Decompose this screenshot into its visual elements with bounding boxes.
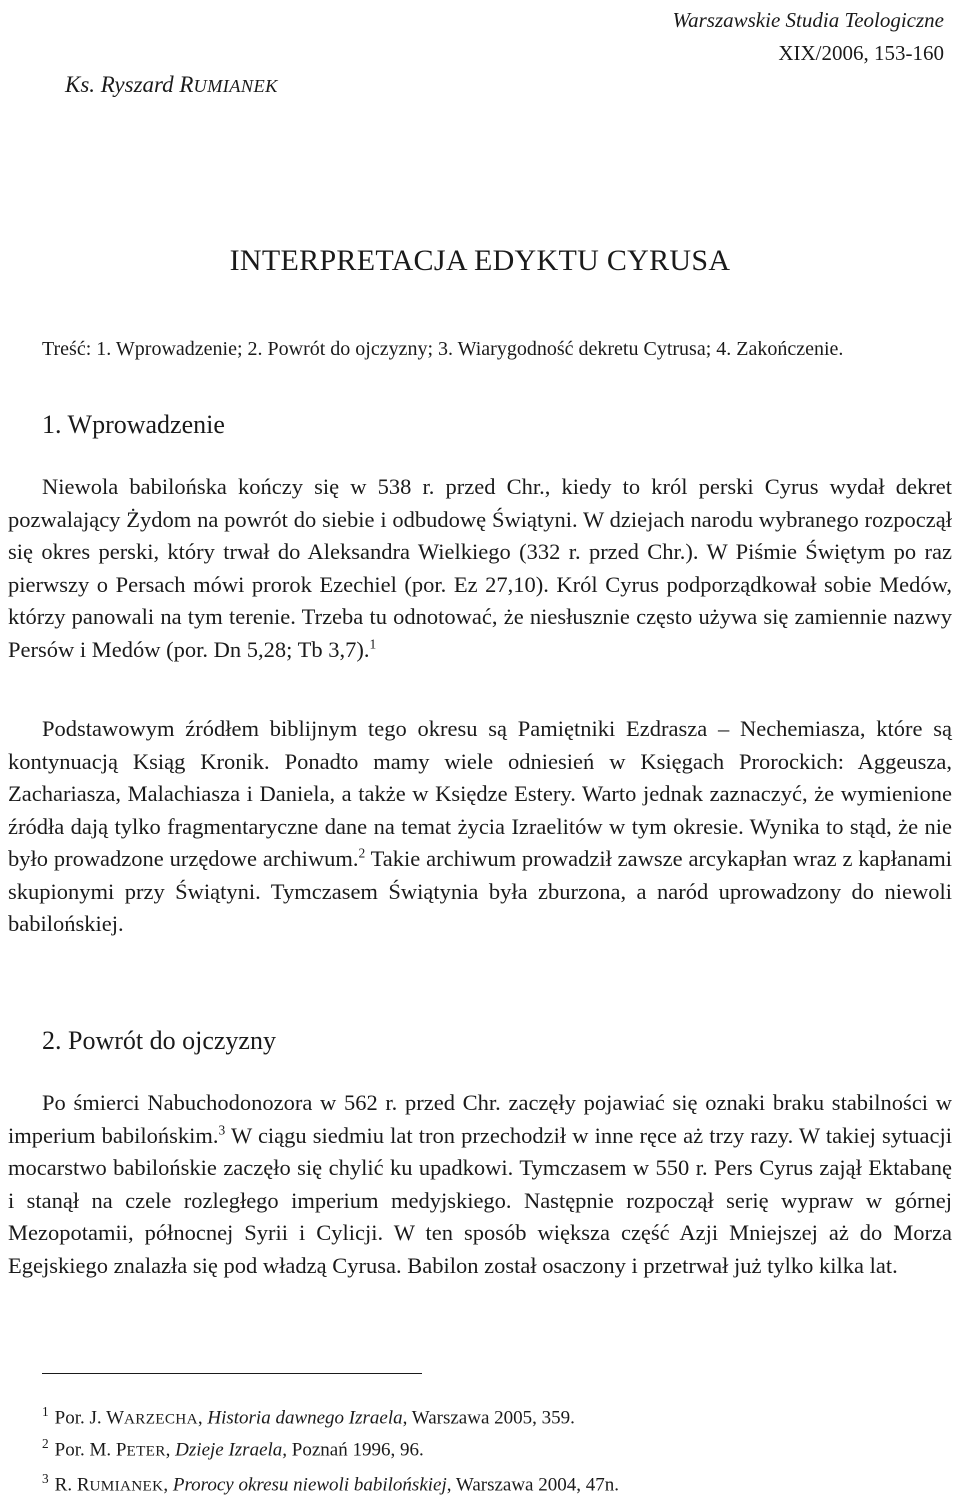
footnote-1	[42, 1400, 575, 1431]
footnote-text: , Warszawa 2005, 359.	[402, 1407, 575, 1429]
paragraph-intro-2	[8, 713, 952, 941]
footnote-text: ,	[165, 1439, 176, 1461]
footnote-number: 1	[42, 1404, 49, 1419]
footnote-author-rest: ETER	[126, 1442, 166, 1460]
footnote-number: 3	[42, 1471, 49, 1486]
article-title: INTERPRETACJA EDYKTU CYRUSA	[229, 244, 731, 277]
article-page	[8, 0, 952, 1499]
paragraph-text: Podstawowym źródłem biblijnym tego okresu są Pamiętniki Ezdrasza – Nechemiasza, które są kontynuacją Ksiąg Kronik. Ponadto mamy wiele odniesień w Księgach Prorockich: Aggeusza, Zachariasza, Malachiasza i Daniela, a także w Księdze Estery. Warto jednak zaznaczyć, że wymienione źródła dają tylko fragmentaryczne dane na temat życia Izraelitów w tym okresie. Wynika to stąd, że nie było prowadzone urzędowe archiwum.	[8, 716, 952, 871]
paragraph-text: Niewola babilońska kończy się w 538 r. przed Chr., kiedy to król perski Cyrus wydał dekret pozwalający Żydom na powrót do siebie i odbudowę Świątyni. W dziejach narodu wybranego rozpoczął się okres perski, który trwał do Aleksandra Wielkiego (332 r. przed Chr.). W Piśmie Świętym po raz pierwszy o Persach mówi prorok Ezechiel (por. Ez 27,10). Król Cyrus podporządkował sobie Medów, którzy panowali na tym terenie. Trzeba tu odnotować, że niesłusznie często używa się zamiennie nazwy Persów i Medów (por. Dn 5,28; Tb 3,7).	[8, 474, 952, 662]
footnote-author-initial: W	[106, 1407, 124, 1429]
footnote-text: Por. M.	[54, 1439, 116, 1461]
footnote-text: ,	[163, 1474, 173, 1496]
footnote-3	[42, 1467, 619, 1498]
footnote-text: ,	[197, 1407, 208, 1429]
paragraph-text: W ciągu siedmiu lat tron przechodził w inne ręce aż trzy razy. W takiej sytuacji mocarstwo babilońskie zaczęło się chylić ku upadkowi. Tymczasem w 550 r. Pers Cyrus zajął Ektabanę i stanął na czele rozległego imperium medyjskiego. Następnie rozpoczął serię wypraw w górnej Mezopotamii, północnej Syrii i Cylicji. W ten sposób większa część Azji Mniejszej aż do Morza Egejskiego znalazła się pod władzą Cyrusa. Babilon został osaczony i przetrwał już tylko kilka lat.	[8, 1122, 952, 1278]
author-surname-initial: R	[179, 72, 194, 97]
paragraph-return-1	[8, 1087, 952, 1282]
paragraph-text: Po śmierci Nabuchodonozora w 562 r. przed Chr. zaczęły pojawiać się oznaki braku stabilności w imperium babilońskim.	[8, 1090, 952, 1148]
table-of-contents: Treść: 1. Wprowadzenie; 2. Powrót do ojczyzny; 3. Wiarygodność dekretu Cytrusa; 4. Zakończenie.	[42, 338, 844, 360]
author-name	[65, 72, 278, 98]
paragraph-intro-1	[8, 471, 952, 666]
footnote-author-initial: R	[76, 1474, 90, 1496]
journal-header	[673, 4, 944, 70]
footnote-book-title: Historia dawnego Izraela	[207, 1407, 403, 1429]
footnote-book-title: Dzieje Izraela,	[175, 1439, 288, 1461]
section-heading-return: 2. Powrót do ojczyzny	[42, 1026, 276, 1055]
footnote-text: R.	[54, 1474, 77, 1496]
footnote-book-title: Prorocy okresu niewoli babilońskiej	[172, 1474, 447, 1496]
footnote-number: 2	[42, 1436, 49, 1451]
footnote-ref-1[interactable]: 1	[369, 636, 377, 651]
footnote-2	[42, 1432, 424, 1463]
author-prefix: Ks. Ryszard	[65, 72, 180, 97]
journal-name: Warszawskie Studia Teologiczne	[672, 8, 944, 32]
journal-volume: XIX/2006, 153-160	[778, 41, 944, 65]
footnote-ref-3[interactable]: 3	[218, 1122, 226, 1137]
paragraph-text: Takie archiwum prowadził zawsze arcykapłan wraz z kapłanami skupionymi przy Świątyni. Tymczasem Świątynia była zburzona, a naród uprowadzony do niewoli babilońskiej.	[8, 846, 953, 936]
footnote-text: Poznań 1996, 96.	[287, 1439, 424, 1461]
section-heading-introduction: 1. Wprowadzenie	[42, 410, 225, 439]
footnote-author-initial: P	[115, 1439, 127, 1461]
footnote-ref-2[interactable]: 2	[358, 845, 366, 861]
footnote-author-rest: ARZECHA	[124, 1410, 198, 1428]
footnote-author-rest: UMIANEK	[89, 1477, 164, 1495]
footnote-separator	[42, 1373, 422, 1374]
author-surname-rest: UMIANEK	[193, 76, 278, 96]
footnote-text: , Warszawa 2004, 47n.	[446, 1474, 619, 1496]
footnote-text: Por. J.	[54, 1407, 107, 1429]
